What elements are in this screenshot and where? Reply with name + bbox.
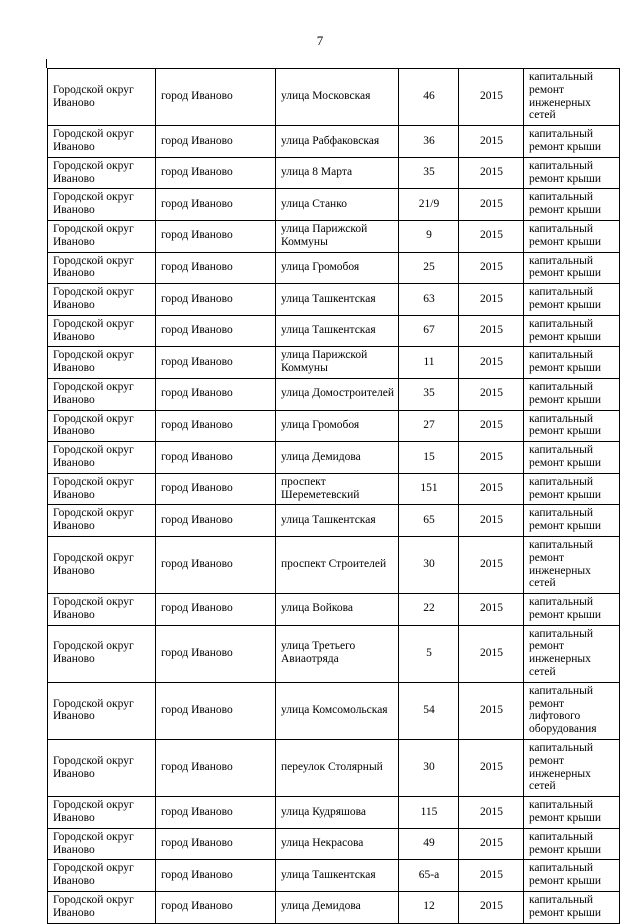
cell-city: город Иваново [156, 252, 276, 284]
cell-house-number: 67 [399, 315, 459, 347]
cell-house-number: 65 [399, 505, 459, 537]
cell-work-type: капитальный ремонт инженерных сетей [524, 625, 620, 682]
cell-work-type: капитальный ремонт крыши [524, 860, 620, 892]
cell-house-number: 22 [399, 594, 459, 626]
cell-street: переулок Столярный [276, 740, 399, 797]
table-row [48, 625, 620, 682]
table-row [48, 189, 620, 221]
cell-year: 2015 [459, 410, 524, 442]
cell-city: город Иваново [156, 315, 276, 347]
table-row [48, 505, 620, 537]
cell-city: город Иваново [156, 473, 276, 505]
cell-house-number: 35 [399, 378, 459, 410]
cell-year: 2015 [459, 536, 524, 593]
cell-year: 2015 [459, 69, 524, 126]
cell-year: 2015 [459, 473, 524, 505]
cell-street: улица Некрасова [276, 828, 399, 860]
cell-street: улица Рабфаковская [276, 126, 399, 158]
cell-house-number: 36 [399, 126, 459, 158]
cell-year: 2015 [459, 740, 524, 797]
cell-city: город Иваново [156, 220, 276, 252]
cell-house-number: 12 [399, 892, 459, 924]
cell-district: Городской округ Иваново [48, 473, 156, 505]
cell-district: Городской округ Иваново [48, 828, 156, 860]
page-number: 7 [316, 33, 324, 48]
cell-work-type: капитальный ремонт крыши [524, 347, 620, 379]
cell-house-number: 151 [399, 473, 459, 505]
cell-city: город Иваново [156, 860, 276, 892]
cell-street: улица Домостроителей [276, 378, 399, 410]
cell-district: Городской округ Иваново [48, 442, 156, 474]
cell-work-type: капитальный ремонт крыши [524, 315, 620, 347]
cell-district: Городской округ Иваново [48, 347, 156, 379]
cell-house-number: 49 [399, 828, 459, 860]
cell-street: улица Ташкентская [276, 284, 399, 316]
cell-street: улица Ташкентская [276, 860, 399, 892]
cell-year: 2015 [459, 347, 524, 379]
cell-house-number: 63 [399, 284, 459, 316]
cell-district: Городской округ Иваново [48, 69, 156, 126]
cell-work-type: капитальный ремонт крыши [524, 126, 620, 158]
cell-city: город Иваново [156, 892, 276, 924]
cell-district: Городской округ Иваново [48, 892, 156, 924]
cell-district: Городской округ Иваново [48, 594, 156, 626]
cell-street: улица Громобоя [276, 410, 399, 442]
cell-work-type: капитальный ремонт крыши [524, 189, 620, 221]
cell-district: Городской округ Иваново [48, 860, 156, 892]
cell-street: улица Парижской Коммуны [276, 220, 399, 252]
cell-city: город Иваново [156, 740, 276, 797]
cell-house-number: 115 [399, 797, 459, 829]
table-row [48, 682, 620, 739]
cell-house-number: 27 [399, 410, 459, 442]
cell-house-number: 54 [399, 682, 459, 739]
cell-house-number: 5 [399, 625, 459, 682]
cell-year: 2015 [459, 315, 524, 347]
cell-district: Городской округ Иваново [48, 740, 156, 797]
table-row [48, 442, 620, 474]
cell-work-type: капитальный ремонт крыши [524, 410, 620, 442]
cell-house-number: 46 [399, 69, 459, 126]
table-row [48, 126, 620, 158]
cell-city: город Иваново [156, 347, 276, 379]
table-row [48, 347, 620, 379]
cell-year: 2015 [459, 860, 524, 892]
cell-house-number: 30 [399, 740, 459, 797]
cell-year: 2015 [459, 284, 524, 316]
cell-year: 2015 [459, 220, 524, 252]
cell-district: Городской округ Иваново [48, 284, 156, 316]
cell-district: Городской округ Иваново [48, 410, 156, 442]
table-row [48, 69, 620, 126]
cell-work-type: капитальный ремонт крыши [524, 378, 620, 410]
cell-city: город Иваново [156, 126, 276, 158]
cell-house-number: 21/9 [399, 189, 459, 221]
cell-district: Городской округ Иваново [48, 625, 156, 682]
cell-work-type: капитальный ремонт крыши [524, 828, 620, 860]
cell-year: 2015 [459, 252, 524, 284]
cell-street: улица Станко [276, 189, 399, 221]
cell-street: улица Парижской Коммуны [276, 347, 399, 379]
cell-year: 2015 [459, 594, 524, 626]
cell-work-type: капитальный ремонт крыши [524, 220, 620, 252]
cell-work-type: капитальный ремонт крыши [524, 505, 620, 537]
cell-city: город Иваново [156, 828, 276, 860]
repair-program-table [47, 68, 620, 924]
cell-year: 2015 [459, 442, 524, 474]
cell-city: город Иваново [156, 625, 276, 682]
cell-district: Городской округ Иваново [48, 157, 156, 189]
table-row [48, 536, 620, 593]
cell-work-type: капитальный ремонт инженерных сетей [524, 536, 620, 593]
cell-work-type: капитальный ремонт крыши [524, 442, 620, 474]
cell-street: улица Громобоя [276, 252, 399, 284]
cell-city: город Иваново [156, 797, 276, 829]
cell-year: 2015 [459, 828, 524, 860]
cell-street: улица Демидова [276, 892, 399, 924]
cell-city: город Иваново [156, 284, 276, 316]
cell-work-type: капитальный ремонт крыши [524, 473, 620, 505]
cell-work-type: капитальный ремонт крыши [524, 284, 620, 316]
cell-year: 2015 [459, 625, 524, 682]
cell-street: проспект Шереметевский [276, 473, 399, 505]
table-row [48, 410, 620, 442]
cell-city: город Иваново [156, 536, 276, 593]
cell-city: город Иваново [156, 189, 276, 221]
cell-street: улица Ташкентская [276, 315, 399, 347]
cell-district: Городской округ Иваново [48, 505, 156, 537]
cell-house-number: 65-а [399, 860, 459, 892]
table-row [48, 740, 620, 797]
table-row [48, 284, 620, 316]
repair-table-body [48, 69, 620, 924]
cell-work-type: капитальный ремонт крыши [524, 594, 620, 626]
cell-work-type: капитальный ремонт крыши [524, 157, 620, 189]
cell-city: город Иваново [156, 682, 276, 739]
table-row [48, 315, 620, 347]
cell-district: Городской округ Иваново [48, 315, 156, 347]
cell-street: улица Московская [276, 69, 399, 126]
cell-city: город Иваново [156, 410, 276, 442]
table-row [48, 828, 620, 860]
cell-year: 2015 [459, 797, 524, 829]
cell-street: улица Третьего Авиаотряда [276, 625, 399, 682]
cell-work-type: капитальный ремонт крыши [524, 252, 620, 284]
cell-street: улица 8 Марта [276, 157, 399, 189]
cell-year: 2015 [459, 682, 524, 739]
cell-house-number: 30 [399, 536, 459, 593]
cell-city: город Иваново [156, 442, 276, 474]
table-row [48, 252, 620, 284]
cell-district: Городской округ Иваново [48, 189, 156, 221]
cell-year: 2015 [459, 189, 524, 221]
cell-district: Городской округ Иваново [48, 252, 156, 284]
cell-district: Городской округ Иваново [48, 126, 156, 158]
cell-district: Городской округ Иваново [48, 536, 156, 593]
cell-district: Городской округ Иваново [48, 220, 156, 252]
table-row [48, 892, 620, 924]
cell-street: улица Ташкентская [276, 505, 399, 537]
cell-city: город Иваново [156, 505, 276, 537]
cell-work-type: капитальный ремонт крыши [524, 797, 620, 829]
cell-city: город Иваново [156, 157, 276, 189]
cell-district: Городской округ Иваново [48, 797, 156, 829]
cell-year: 2015 [459, 892, 524, 924]
table-row [48, 594, 620, 626]
cell-district: Городской округ Иваново [48, 378, 156, 410]
cell-street: улица Демидова [276, 442, 399, 474]
cell-house-number: 11 [399, 347, 459, 379]
cell-street: улица Комсомольская [276, 682, 399, 739]
cell-city: город Иваново [156, 378, 276, 410]
cell-year: 2015 [459, 126, 524, 158]
table-border-tick [46, 59, 47, 68]
cell-work-type: капитальный ремонт инженерных сетей [524, 740, 620, 797]
table-row [48, 157, 620, 189]
cell-street: улица Кудряшова [276, 797, 399, 829]
cell-street: проспект Строителей [276, 536, 399, 593]
table-row [48, 378, 620, 410]
cell-year: 2015 [459, 157, 524, 189]
cell-work-type: капитальный ремонт крыши [524, 892, 620, 924]
cell-house-number: 15 [399, 442, 459, 474]
cell-city: город Иваново [156, 594, 276, 626]
cell-year: 2015 [459, 378, 524, 410]
cell-house-number: 25 [399, 252, 459, 284]
table-row [48, 473, 620, 505]
cell-city: город Иваново [156, 69, 276, 126]
cell-house-number: 9 [399, 220, 459, 252]
table-row [48, 220, 620, 252]
cell-year: 2015 [459, 505, 524, 537]
cell-work-type: капитальный ремонт лифтового оборудования [524, 682, 620, 739]
cell-district: Городской округ Иваново [48, 682, 156, 739]
cell-house-number: 35 [399, 157, 459, 189]
table-row [48, 860, 620, 892]
cell-street: улица Войкова [276, 594, 399, 626]
table-row [48, 797, 620, 829]
cell-work-type: капитальный ремонт инженерных сетей [524, 69, 620, 126]
